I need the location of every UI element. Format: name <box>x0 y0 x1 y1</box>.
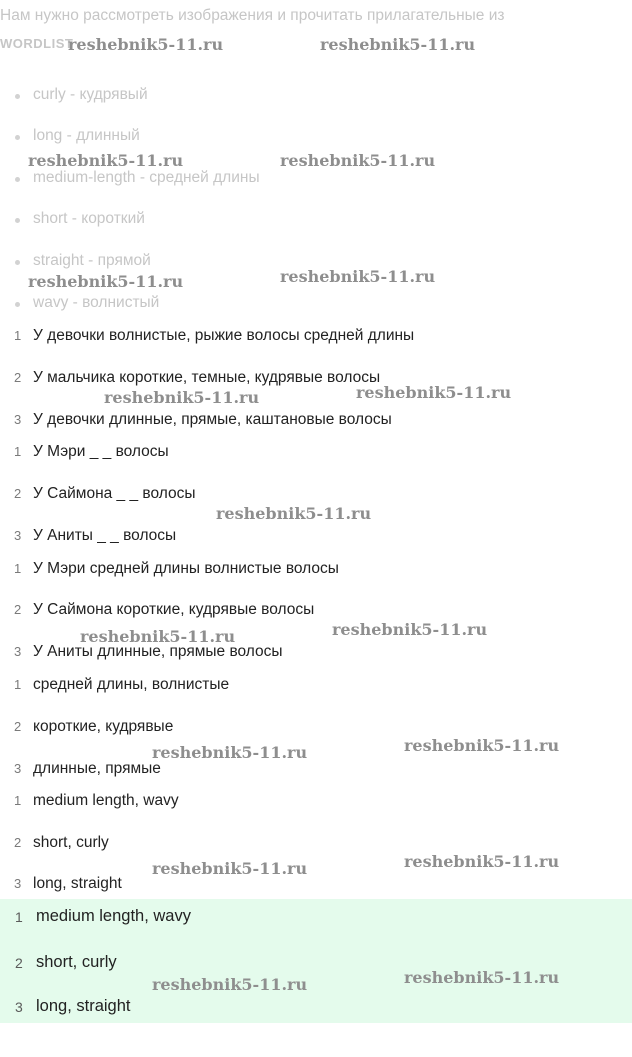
watermark: reshebnik5-11.ru <box>28 272 184 291</box>
answer-text: long, straight <box>36 997 131 1015</box>
watermark: reshebnik5-11.ru <box>68 35 224 54</box>
item-text: У Саймона _ _ волосы <box>33 485 196 502</box>
item-number: 3 <box>14 528 22 543</box>
item-number: 3 <box>14 876 22 891</box>
item-number: 1 <box>14 793 22 808</box>
item-text: У Саймона короткие, кудрявые волосы <box>33 601 315 618</box>
watermark: reshebnik5-11.ru <box>28 151 184 170</box>
watermark: reshebnik5-11.ru <box>320 35 476 54</box>
watermark: reshebnik5-11.ru <box>404 852 560 871</box>
item-text: У мальчика короткие, темные, кудрявые волосы <box>33 369 381 386</box>
item-number: 1 <box>14 677 22 692</box>
wordlist-item: curly - кудрявый <box>33 86 148 103</box>
item-text: У Мэри средней длины волнистые волосы <box>33 560 339 577</box>
wordlist-item: long - длинный <box>33 127 140 144</box>
bullet <box>15 218 20 223</box>
bullet <box>15 177 20 182</box>
watermark: reshebnik5-11.ru <box>104 388 260 407</box>
wordlist-item: straight - прямой <box>33 252 151 269</box>
answer-text: short, curly <box>36 953 117 971</box>
bullet <box>15 260 20 265</box>
item-number: 2 <box>14 719 22 734</box>
wordlist-label: WORDLIST <box>0 36 74 51</box>
item-text: У Аниты длинные, прямые волосы <box>33 643 283 660</box>
item-text: короткие, кудрявые <box>33 718 174 735</box>
item-text: short, curly <box>33 834 109 851</box>
item-text: У девочки длинные, прямые, каштановые волосы <box>33 411 392 428</box>
item-number: 3 <box>14 644 22 659</box>
item-number: 1 <box>14 444 22 459</box>
bullet <box>15 94 20 99</box>
wordlist-item: wavy - волнистый <box>33 294 160 311</box>
item-number: 2 <box>14 486 22 501</box>
item-text: У Мэри _ _ волосы <box>33 443 169 460</box>
watermark: reshebnik5-11.ru <box>80 627 236 646</box>
item-text: длинные, прямые <box>33 760 161 777</box>
watermark: reshebnik5-11.ru <box>404 968 560 987</box>
item-number: 2 <box>14 835 22 850</box>
answer-box <box>0 899 632 1023</box>
watermark: reshebnik5-11.ru <box>332 620 488 639</box>
watermark: reshebnik5-11.ru <box>216 504 372 523</box>
item-number: 1 <box>14 561 22 576</box>
item-text: средней длины, волнистые <box>33 676 230 693</box>
bullet <box>15 302 20 307</box>
bullet <box>15 135 20 140</box>
intro-text: Нам нужно рассмотреть изображения и прочитать прилагательные из <box>0 7 505 24</box>
item-number: 2 <box>14 602 22 617</box>
item-number: 2 <box>14 370 22 385</box>
watermark: reshebnik5-11.ru <box>356 383 512 402</box>
item-number: 3 <box>14 412 22 427</box>
watermark: reshebnik5-11.ru <box>280 267 436 286</box>
answer-text: medium length, wavy <box>36 907 191 925</box>
watermark: reshebnik5-11.ru <box>152 975 308 994</box>
watermark: reshebnik5-11.ru <box>280 151 436 170</box>
item-text: У Аниты _ _ волосы <box>33 527 177 544</box>
watermark: reshebnik5-11.ru <box>404 736 560 755</box>
item-number: 1 <box>14 328 22 343</box>
wordlist-item: short - короткий <box>33 210 145 227</box>
answer-number: 1 <box>15 909 23 925</box>
item-number: 3 <box>14 761 22 776</box>
watermark: reshebnik5-11.ru <box>152 743 308 762</box>
item-text: long, straight <box>33 875 122 892</box>
answer-number: 2 <box>15 955 23 971</box>
item-text: medium length, wavy <box>33 792 179 809</box>
answer-number: 3 <box>15 999 23 1015</box>
watermark: reshebnik5-11.ru <box>152 859 308 878</box>
wordlist-item: medium-length - средней длины <box>33 169 260 186</box>
item-text: У девочки волнистые, рыжие волосы средней длины <box>33 327 415 344</box>
